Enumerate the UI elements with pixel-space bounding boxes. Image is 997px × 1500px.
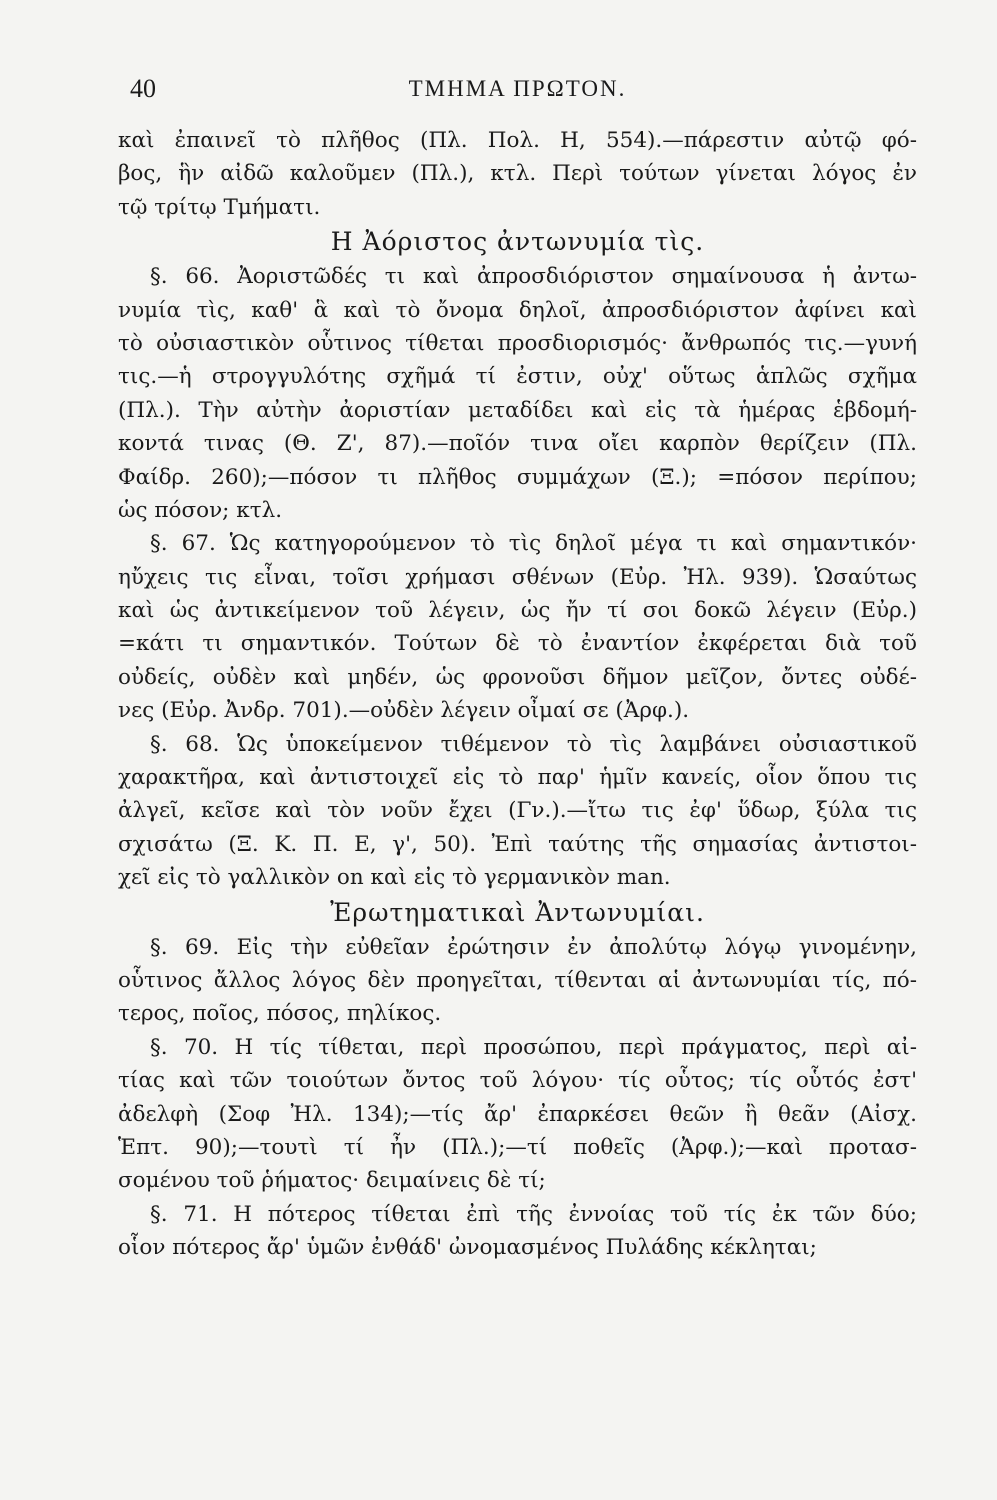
page-header (118, 72, 917, 112)
text-line: τὸ οὐσιαστικὸν οὗτινος τίθεται προσδιορισμός· ἄνθρωπός τις.—γυνή (118, 330, 917, 356)
text-line: §. 71. Η πότερος τίθεται ἐπὶ τῆς ἐννοίας τοῦ τίς ἐκ τῶν δύο; (150, 1201, 917, 1227)
text-line: νυμία τὶς, καθ' ἃ καὶ τὸ ὄνομα δηλοῖ, ἀπροσδιόριστον ἀφίνει καὶ (118, 297, 917, 323)
text-line: §. 70. Η τίς τίθεται, περὶ προσώπου, περὶ πράγματος, περὶ αἰ- (150, 1034, 917, 1060)
text-line: (Πλ.). Τὴν αὐτὴν ἀοριστίαν μεταδίδει καὶ εἰς τὰ ἡμέρας ἑβδομή- (118, 397, 917, 423)
text-line: νες (Εὐρ. Ἀνδρ. 701).—οὐδὲν λέγειν οἶμαί σε (Ἀρφ.). (118, 698, 690, 724)
text-line: ηὔχεις τις εἶναι, τοῖσι χρήμασι σθένων (Εὐρ. Ἠλ. 939). Ὡσαύτως (118, 564, 917, 590)
text-line: τις.—ἡ στρογγυλότης σχῆμά τί ἐστιν, οὐχ' οὕτως ἁπλῶς σχῆμα (118, 364, 917, 390)
text-line: Ἑπτ. 90);—τουτὶ τί ἦν (Πλ.);—τί ποθεῖς (Ἀρφ.);—καὶ προτασ- (118, 1134, 917, 1160)
text-line: Φαίδρ. 260);—πόσον τι πλῆθος συμμάχων (Ξ.); =πόσον περίπου; (118, 464, 917, 490)
text-line: §. 68. Ὡς ὑποκείμενον τιθέμενον τὸ τὶς λαμβάνει οὐσιαστικοῦ (150, 731, 917, 757)
text-line: σομένου τοῦ ῥήματος· δειμαίνεις δὲ τί; (118, 1168, 546, 1194)
page-number: 40 (130, 74, 156, 103)
text-line: τῷ τρίτῳ Τμήματι. (118, 194, 321, 220)
text-line: τερος, ποῖος, πόσος, πηλίκος. (118, 1001, 442, 1027)
text-line: τίας καὶ τῶν τοιούτων ὄντος τοῦ λόγου· τίς οὗτος; τίς οὗτός ἐστ' (118, 1068, 917, 1094)
text-line: §. 67. Ὡς κατηγορούμενον τὸ τὶς δηλοῖ μέγα τι καὶ σημαντικόν· (150, 531, 917, 557)
running-title: ΤΜΗΜΑ ΠΡΩΤΟΝ. (408, 76, 627, 101)
text-line: κοντά τινας (Θ. Ζ', 87).—ποῖόν τινα οἴει καρπὸν θερίζειν (Πλ. (118, 431, 917, 457)
text-line: καὶ ὡς ἀντικείμενον τοῦ λέγειν, ὡς ἤν τί σοι δοκῶ λέγειν (Εὐρ.) (118, 598, 917, 624)
text-line: ἀδελφὴ (Σοφ Ἠλ. 134);—τίς ἄρ' ἐπαρκέσει θεῶν ἢ θεᾶν (Αἰσχ. (118, 1101, 917, 1127)
text-line: σχισάτω (Ξ. Κ. Π. Ε, γ', 50). Ἐπὶ ταύτης τῆς σημασίας ἀντιστοι- (118, 831, 917, 857)
text-line: βος, ἣν αἰδῶ καλοῦμεν (Πλ.), κτλ. Περὶ τούτων γίνεται λόγος ἐν (118, 161, 917, 187)
body-text (118, 124, 917, 1265)
text-line: οἷον πότερος ἄρ' ὑμῶν ἐνθάδ' ὠνομασμένος Πυλάδης κέκληται; (118, 1235, 817, 1261)
text-line: ὡς πόσον; κτλ. (118, 497, 283, 523)
text-line: χεῖ εἰς τὸ γαλλικὸν on καὶ εἰς τὸ γερμανικὸν man. (118, 865, 671, 891)
text-line: §. 69. Εἰς τὴν εὐθεῖαν ἐρώτησιν ἐν ἀπολύτῳ λόγῳ γινομένην, (150, 934, 917, 960)
text-line: χαρακτῆρα, καὶ ἀντιστοιχεῖ εἰς τὸ παρ' ἡμῖν κανείς, οἷον ὅπου τις (118, 765, 917, 791)
text-line: ἀλγεῖ, κεῖσε καὶ τὸν νοῦν ἔχει (Γν.).—ἴτω τις ἐφ' ὕδωρ, ξύλα τις (118, 798, 917, 824)
text-line: §. 66. Ἀοριστῶδές τι καὶ ἀπροσδιόριστον σημαίνουσα ἡ ἀντω- (150, 264, 917, 290)
text-line: =κάτι τι σημαντικόν. Τούτων δὲ τὸ ἐναντίον ἐκφέρεται διὰ τοῦ (118, 631, 917, 657)
section-heading-indefinite-pronoun: Η Ἀόριστος ἀντωνυμία τὶς. (330, 227, 705, 257)
text-line: καὶ ἐπαινεῖ τὸ πλῆθος (Πλ. Πολ. Η, 554).—πάρεστιν αὐτῷ φό- (118, 128, 917, 153)
text-line: οὐδείς, οὐδὲν καὶ μηδέν, ὡς φρονοῦσι δῆμον μεῖζον, ὄντες οὐδέ- (118, 664, 917, 690)
section-heading-interrogative-pronouns: Ἐρωτηματικαὶ Ἀντωνυμίαι. (330, 897, 705, 927)
text-line: οὗτινος ἄλλος λόγος δὲν προηγεῖται, τίθενται αἱ ἀντωνυμίαι τίς, πό- (118, 967, 917, 993)
